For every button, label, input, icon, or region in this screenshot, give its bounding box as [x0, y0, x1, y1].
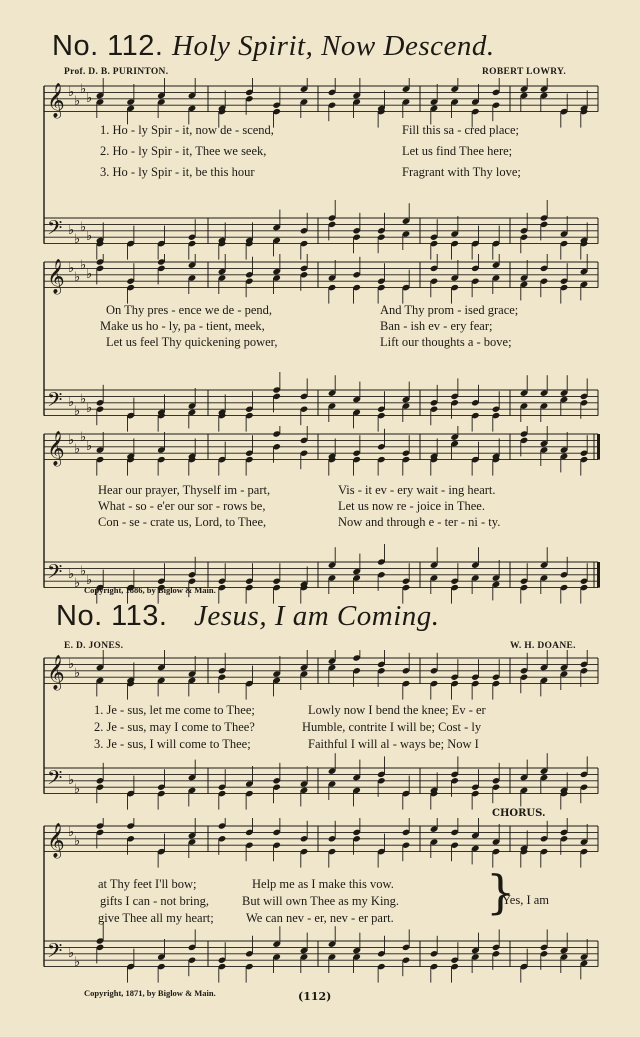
lyric-line: [0, 736, 640, 753]
chorus-lyric: Yes, I am: [502, 893, 549, 907]
svg-text:♭: ♭: [68, 567, 75, 582]
hymn-number: No. 113.: [56, 600, 168, 632]
lyric-phrase-2: Help me as I make this vow.: [252, 877, 394, 891]
lyric-phrase-2: Faithful I will al - ways be; Now I: [308, 737, 479, 751]
lyric-phrase-2: Lowly now I bend the knee; Ev - er: [308, 703, 486, 717]
svg-text:♭: ♭: [80, 430, 87, 445]
svg-text:♭: ♭: [80, 564, 87, 579]
svg-text:♭: ♭: [74, 576, 81, 591]
lyric-phrase-1: 3. Je - sus, I will come to Thee;: [94, 737, 251, 751]
lyric-line: [0, 318, 640, 335]
svg-text:♭: ♭: [74, 442, 81, 457]
lyric-line: [0, 164, 640, 181]
svg-text:♭: ♭: [80, 258, 87, 273]
svg-text:♭: ♭: [68, 825, 75, 840]
svg-text:♭: ♭: [86, 91, 93, 106]
lyric-line: [0, 910, 640, 927]
chorus-label: CHORUS.: [492, 808, 546, 819]
svg-text:𝄢: 𝄢: [47, 939, 63, 967]
lyric-line: [0, 514, 640, 531]
svg-text:𝄞: 𝄞: [47, 83, 65, 118]
lyric-phrase-1: 2. Je - sus, may I come to Thee?: [94, 720, 255, 734]
copyright-notice: Copyright, 1871, by Biglow & Main.: [84, 988, 216, 998]
lyric-line: [0, 482, 640, 499]
svg-text:𝄢: 𝄢: [47, 216, 63, 244]
lyric-phrase-1: Con - se - crate us, Lord, to Thee,: [98, 515, 267, 529]
lyric-phrase-2: Now and through e - ter - ni - ty.: [338, 515, 501, 529]
svg-text:♭: ♭: [86, 267, 93, 282]
svg-text:♭: ♭: [68, 773, 75, 788]
lyric-line: [0, 498, 640, 515]
lyric-phrase-1: give Thee all my heart;: [98, 911, 214, 925]
svg-text:♭: ♭: [80, 392, 87, 407]
svg-text:♭: ♭: [68, 395, 75, 410]
svg-text:♭: ♭: [80, 82, 87, 97]
svg-text:♭: ♭: [86, 439, 93, 454]
lyricist-credit: E. D. JONES.: [64, 641, 124, 651]
hymn-title: Holy Spirit, Now Descend.: [172, 30, 495, 62]
lyric-phrase-2: Lift our thoughts a - bove;: [380, 335, 512, 349]
lyric-phrase-2: Let us now re - joice in Thee.: [338, 499, 485, 513]
lyric-line: [0, 143, 640, 160]
lyric-phrase-1: 1. Je - sus, let me come to Thee;: [94, 703, 255, 717]
svg-text:♭: ♭: [74, 94, 81, 109]
lyric-line: [0, 302, 640, 319]
lyric-phrase-1: Hear our prayer, Thyself im - part,: [98, 483, 271, 497]
svg-text:♭: ♭: [68, 657, 75, 672]
lyric-phrase-1: 2. Ho - ly Spir - it, Thee we seek,: [100, 144, 267, 158]
lyric-phrase-2: Fill this sa - cred place;: [402, 123, 519, 137]
lyric-phrase-2: And Thy prom - ised grace;: [380, 303, 519, 317]
lyric-phrase-2: Vis - it ev - ery wait - ing heart.: [338, 483, 496, 497]
lyric-phrase-1: On Thy pres - ence we de - pend,: [106, 303, 273, 317]
svg-text:♭: ♭: [80, 220, 87, 235]
svg-text:𝄞: 𝄞: [47, 823, 65, 858]
lyric-phrase-1: What - so - e'er our sor - rows be,: [98, 499, 266, 513]
svg-text:♭: ♭: [74, 404, 81, 419]
composer-credit: W. H. DOANE.: [510, 641, 576, 651]
lyric-phrase-1: Let us feel Thy quickening power,: [106, 335, 278, 349]
lyric-phrase-2: We can nev - er, nev - er part.: [246, 911, 394, 925]
hymn-title: Jesus, I am Coming.: [194, 600, 440, 632]
hymn-number: No. 112.: [52, 30, 164, 62]
svg-text:♭: ♭: [86, 401, 93, 416]
svg-text:♭: ♭: [68, 433, 75, 448]
lyric-phrase-2: Humble, contrite I will be; Cost - ly: [302, 720, 482, 734]
lyric-phrase-2: Let us find Thee here;: [402, 144, 513, 158]
lyric-line: [0, 122, 640, 139]
lyricist-credit: Prof. D. B. PURINTON.: [64, 67, 169, 77]
svg-text:𝄞: 𝄞: [47, 431, 65, 466]
lyric-phrase-2: But will own Thee as my King.: [242, 894, 400, 908]
svg-text:♭: ♭: [74, 232, 81, 247]
svg-text:♭: ♭: [74, 782, 81, 797]
lyric-phrase-2: Fragrant with Thy love;: [402, 165, 521, 179]
svg-text:♭: ♭: [74, 666, 81, 681]
svg-text:𝄢: 𝄢: [47, 766, 63, 794]
composer-credit: ROBERT LOWRY.: [482, 67, 567, 77]
svg-text:♭: ♭: [68, 85, 75, 100]
hymn-113-header: [0, 600, 640, 640]
lyric-line: [0, 702, 640, 719]
page-number: (112): [298, 990, 332, 1003]
svg-text:♭: ♭: [74, 955, 81, 970]
svg-text:♭: ♭: [68, 261, 75, 276]
lyric-phrase-1: 1. Ho - ly Spir - it, now de - scend,: [100, 123, 274, 137]
svg-text:𝄞: 𝄞: [47, 259, 65, 294]
svg-text:𝄢: 𝄢: [47, 560, 63, 588]
lyric-line: [0, 876, 640, 893]
lyric-phrase-1: Make us ho - ly, pa - tient, meek,: [100, 319, 265, 333]
lyric-phrase-2: Ban - ish ev - ery fear;: [380, 319, 493, 333]
svg-text:♭: ♭: [74, 270, 81, 285]
hymn-112-header: [0, 30, 640, 70]
lyric-line: [0, 334, 640, 351]
lyric-phrase-1: 3. Ho - ly Spir - it, be this hour: [100, 165, 255, 179]
svg-text:♭: ♭: [68, 946, 75, 961]
verse-brace: }: [486, 865, 516, 919]
svg-text:𝄞: 𝄞: [47, 655, 65, 690]
svg-text:♭: ♭: [86, 573, 93, 588]
svg-text:♭: ♭: [86, 229, 93, 244]
svg-text:𝄢: 𝄢: [47, 388, 63, 416]
svg-text:♭: ♭: [74, 834, 81, 849]
lyric-line: [0, 719, 640, 736]
svg-text:♭: ♭: [68, 223, 75, 238]
copyright-notice: Copyright, 1886, by Biglow & Main.: [84, 585, 216, 595]
lyric-phrase-1: gifts I can - not bring,: [100, 894, 210, 908]
lyric-phrase-1: at Thy feet I'll bow;: [98, 877, 197, 891]
